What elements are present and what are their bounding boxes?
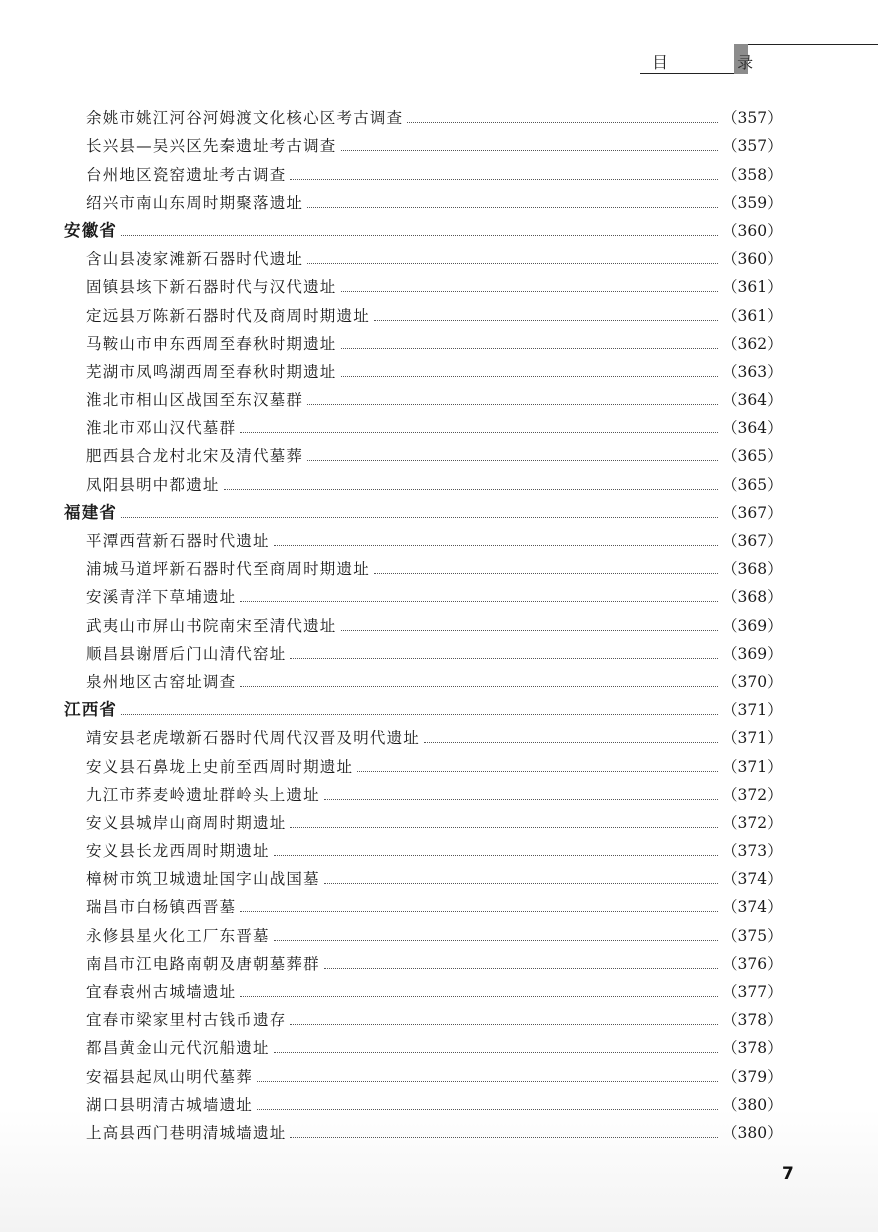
toc-entry-title: 芜湖市凤鸣湖西周至春秋时期遗址 [86, 362, 337, 381]
toc-entry[interactable] [64, 668, 783, 696]
toc-entry-title: 浦城马道坪新石器时代至商周时期遗址 [86, 560, 370, 579]
page-number: 7 [782, 1164, 794, 1184]
toc-entry[interactable] [64, 865, 783, 893]
dot-leader [324, 799, 718, 800]
toc-section-heading[interactable] [64, 696, 783, 724]
toc-entry[interactable] [64, 527, 783, 555]
toc-page-number: （374） [722, 898, 783, 917]
toc-entry-title: 安徽省 [64, 220, 118, 240]
dot-leader [307, 404, 718, 405]
toc-entry-title: 瑞昌市白杨镇西晋墓 [86, 898, 237, 917]
toc-entry-title: 固镇县垓下新石器时代与汉代遗址 [86, 278, 337, 297]
toc-entry-title: 江西省 [64, 700, 118, 720]
toc-entry-title: 马鞍山市申东西周至春秋时期遗址 [86, 334, 337, 353]
dot-leader [274, 545, 718, 546]
toc-entry[interactable] [64, 611, 783, 639]
toc-entry[interactable] [64, 752, 783, 780]
toc-entry-title: 九江市荞麦岭遗址群岭头上遗址 [86, 785, 320, 804]
dot-leader [121, 714, 718, 715]
toc-entry[interactable] [64, 809, 783, 837]
dot-leader [374, 573, 718, 574]
dot-leader [274, 1052, 718, 1053]
toc-page-number: （369） [722, 644, 783, 663]
toc-page-number: （371） [722, 729, 783, 748]
running-header-title: 目 录 [652, 53, 786, 72]
toc-page-number: （360） [722, 221, 783, 240]
toc-entry-title: 安溪青洋下草埔遗址 [86, 588, 237, 607]
toc-page-number: （372） [722, 785, 783, 804]
dot-leader [424, 742, 718, 743]
toc-entry-title: 余姚市姚江河谷河姆渡文化核心区考古调查 [86, 109, 404, 128]
toc-page-number: （379） [722, 1067, 783, 1086]
toc-entry-title: 安义县城岸山商周时期遗址 [86, 813, 287, 832]
toc-entry-title: 樟树市筑卫城遗址国字山战国墓 [86, 870, 320, 889]
toc-entry[interactable] [64, 724, 783, 752]
toc-entry[interactable] [64, 442, 783, 470]
dot-leader [121, 235, 718, 236]
toc-entry[interactable] [64, 921, 783, 949]
toc-entry[interactable] [64, 950, 783, 978]
toc-entry[interactable] [64, 781, 783, 809]
toc-entry-title: 南昌市江电路南朝及唐朝墓葬群 [86, 954, 320, 973]
dot-leader [274, 940, 718, 941]
dot-leader [324, 968, 718, 969]
toc-entry[interactable] [64, 893, 783, 921]
toc-page-number: （358） [722, 165, 783, 184]
toc-entry-title: 绍兴市南山东周时期聚落遗址 [86, 193, 304, 212]
header-underline [640, 73, 734, 74]
toc-section-heading[interactable] [64, 217, 783, 245]
toc-page-number: （360） [722, 250, 783, 269]
dot-leader [341, 376, 718, 377]
toc-entry-title: 宜春袁州古城墙遗址 [86, 983, 237, 1001]
dot-leader [307, 207, 718, 208]
dot-leader [374, 320, 718, 321]
dot-leader [274, 855, 718, 856]
dot-leader [121, 517, 718, 518]
toc-entry[interactable] [64, 583, 783, 611]
dot-leader [240, 686, 718, 687]
toc-entry[interactable] [64, 555, 783, 583]
table-of-contents [64, 104, 783, 1147]
toc-entry-title: 淮北市邓山汉代墓群 [86, 419, 237, 438]
dot-leader [290, 179, 718, 180]
toc-entry-title: 含山县凌家滩新石器时代遗址 [86, 250, 304, 269]
dot-leader [257, 1109, 718, 1110]
toc-page-number: （359） [722, 193, 783, 212]
toc-page-number: （372） [722, 813, 783, 832]
toc-page-number: （361） [722, 278, 783, 297]
toc-page-number: （374） [722, 870, 783, 889]
toc-page-number: （369） [722, 616, 783, 635]
toc-entry[interactable] [64, 470, 783, 498]
dot-leader [341, 348, 718, 349]
toc-entry[interactable] [64, 301, 783, 329]
dot-leader [290, 658, 718, 659]
toc-page-number: （364） [722, 419, 783, 438]
toc-page-number: （367） [722, 532, 783, 550]
toc-entry[interactable] [64, 273, 783, 301]
dot-leader [290, 1024, 718, 1025]
toc-entry[interactable] [64, 386, 783, 414]
toc-entry[interactable] [64, 160, 783, 188]
toc-entry[interactable] [64, 132, 783, 160]
dot-leader [224, 489, 718, 490]
dot-leader [407, 122, 718, 123]
toc-entry[interactable] [64, 245, 783, 273]
toc-page-number: （368） [722, 588, 783, 607]
toc-entry-title: 平潭西营新石器时代遗址 [86, 532, 270, 550]
toc-entry[interactable] [64, 104, 783, 132]
toc-page-number: （365） [722, 475, 783, 494]
toc-page-number: （363） [722, 362, 783, 381]
toc-entry-title: 武夷山市屏山书院南宋至清代遗址 [86, 616, 337, 635]
toc-page-number: （378） [722, 1011, 783, 1030]
toc-page-number: （362） [722, 334, 783, 353]
toc-page-number: （376） [722, 954, 783, 973]
toc-entry-title: 泉州地区古窑址调查 [86, 672, 237, 691]
toc-entry[interactable] [64, 189, 783, 217]
dot-leader [240, 601, 718, 602]
toc-entry-title: 长兴县—吴兴区先秦遗址考古调查 [86, 137, 337, 156]
toc-entry-title: 上高县西门巷明清城墙遗址 [86, 1123, 287, 1142]
toc-entry-title: 台州地区瓷窑遗址考古调查 [86, 165, 287, 184]
toc-entry-title: 肥西县合龙村北宋及清代墓葬 [86, 447, 304, 466]
toc-page-number: （361） [722, 306, 783, 325]
toc-entry-title: 定远县万陈新石器时代及商周时期遗址 [86, 306, 370, 325]
toc-page-number: （364） [722, 391, 783, 410]
toc-page-number: （357） [722, 109, 783, 128]
toc-page-number: （375） [722, 926, 783, 945]
toc-page-number: （370） [722, 672, 783, 691]
toc-page-number: （371） [722, 701, 783, 720]
dot-leader [307, 263, 718, 264]
toc-entry[interactable] [64, 640, 783, 668]
header-rule [748, 44, 878, 45]
toc-entry[interactable] [64, 837, 783, 865]
toc-entry[interactable] [64, 414, 783, 442]
dot-leader [240, 996, 718, 997]
toc-entry[interactable] [64, 358, 783, 386]
dot-leader [240, 432, 718, 433]
toc-entry-title: 福建省 [64, 502, 118, 522]
dot-leader [341, 150, 718, 151]
dot-leader [357, 771, 718, 772]
toc-entry[interactable] [64, 1006, 783, 1034]
toc-entry[interactable] [64, 1062, 783, 1090]
dot-leader [257, 1081, 718, 1082]
toc-entry-title: 安义县石鼻垅上史前至西周时期遗址 [86, 757, 354, 776]
toc-page-number: （368） [722, 560, 783, 579]
toc-page-number: （380） [722, 1123, 783, 1142]
toc-page-number: （357） [722, 137, 783, 156]
toc-page-number: （380） [722, 1095, 783, 1114]
toc-entry-title: 淮北市相山区战国至东汉墓群 [86, 391, 304, 410]
dot-leader [307, 460, 718, 461]
toc-entry-title: 永修县星火化工厂东晋墓 [86, 926, 270, 945]
toc-page-number: （371） [722, 757, 783, 776]
dot-leader [341, 291, 718, 292]
toc-page-number: （377） [722, 983, 783, 1001]
dot-leader [240, 911, 718, 912]
toc-page-number: （373） [722, 842, 783, 861]
dot-leader [341, 630, 718, 631]
toc-entry-title: 都昌黄金山元代沉船遗址 [86, 1039, 270, 1058]
toc-entry-title: 宜春市梁家里村古钱币遗存 [86, 1011, 287, 1030]
toc-entry-title: 安义县长龙西周时期遗址 [86, 842, 270, 861]
dot-leader [290, 827, 718, 828]
toc-entry-title: 安福县起凤山明代墓葬 [86, 1067, 254, 1086]
toc-entry[interactable] [64, 1034, 783, 1062]
toc-entry-title: 凤阳县明中都遗址 [86, 475, 220, 494]
dot-leader [324, 883, 718, 884]
toc-entry[interactable] [64, 1119, 783, 1147]
toc-section-heading[interactable] [64, 499, 783, 527]
dot-leader [290, 1137, 718, 1138]
toc-entry[interactable] [64, 1091, 783, 1119]
toc-page-number: （365） [722, 447, 783, 466]
toc-page-number: （367） [722, 503, 783, 522]
toc-entry-title: 湖口县明清古城墙遗址 [86, 1095, 254, 1114]
toc-entry[interactable] [64, 978, 783, 1006]
toc-entry-title: 靖安县老虎墩新石器时代周代汉晋及明代遗址 [86, 729, 421, 748]
toc-entry-title: 顺昌县谢厝后门山清代窑址 [86, 644, 287, 663]
toc-entry[interactable] [64, 330, 783, 358]
toc-page-number: （378） [722, 1039, 783, 1058]
